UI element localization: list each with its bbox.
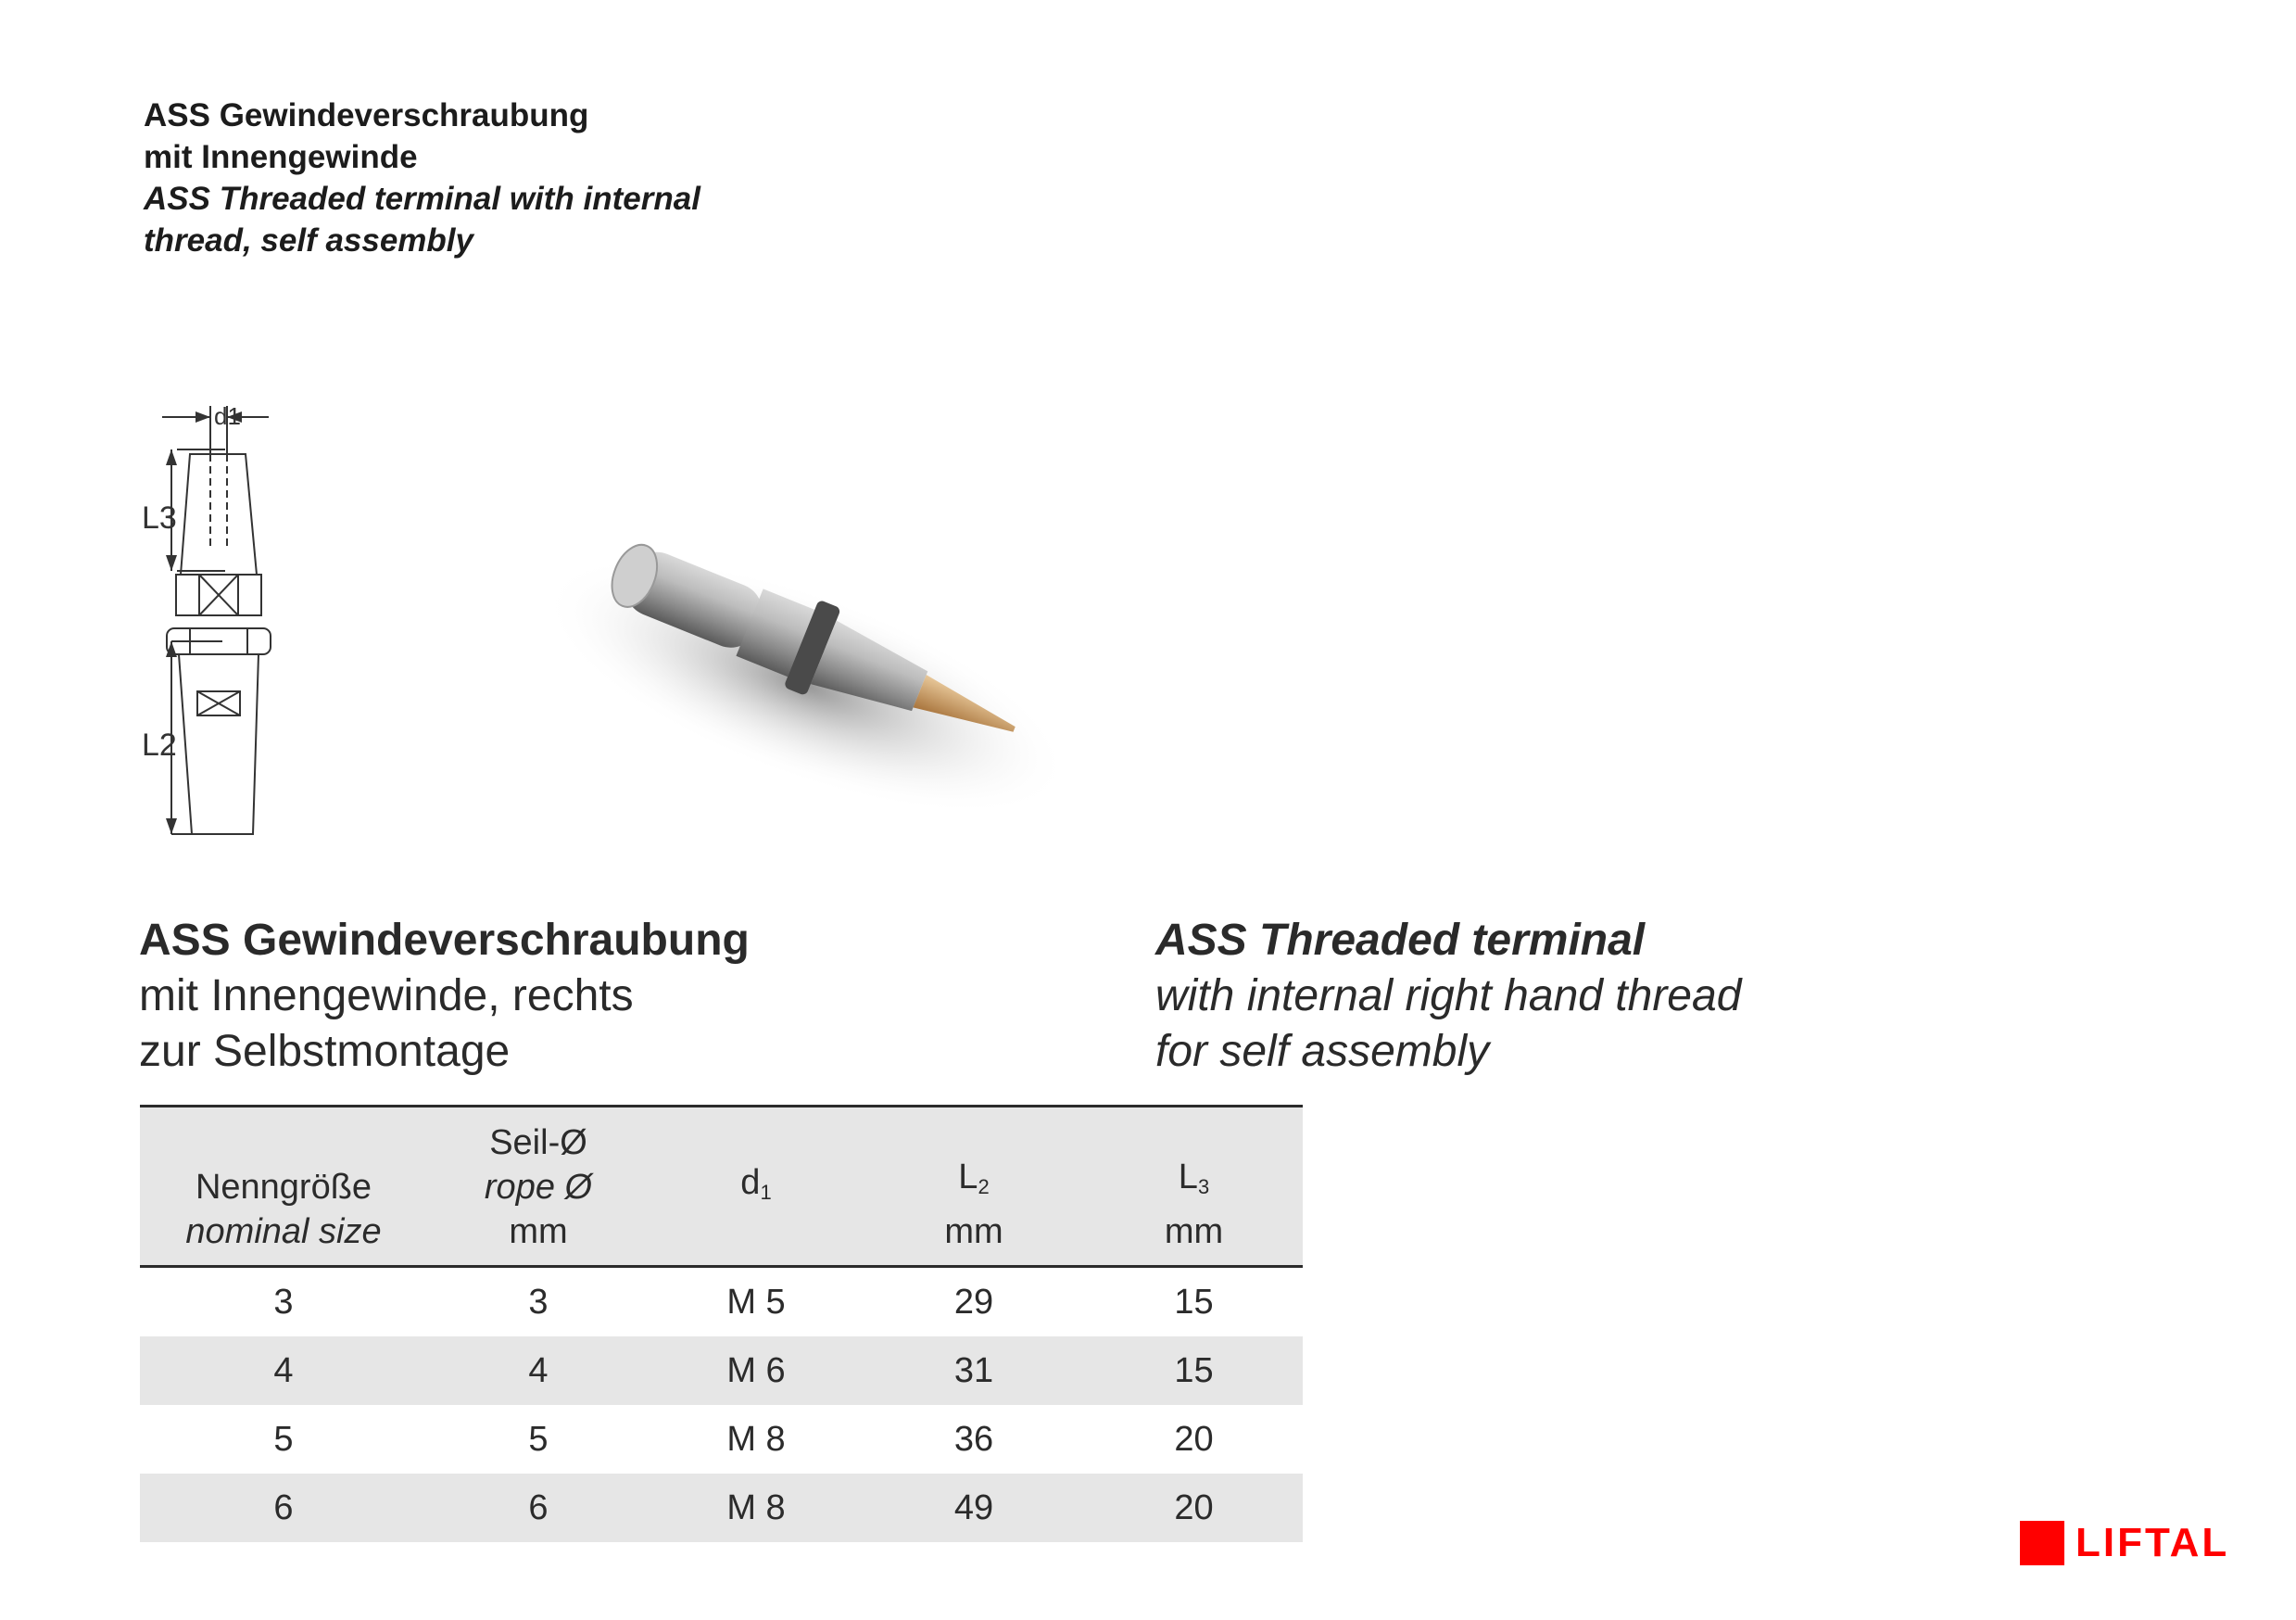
heading-german-line-2: mit Innengewinde, rechts <box>139 971 634 1020</box>
caption-line-4: thread, self assembly <box>144 222 473 259</box>
header-l2-sub: 2 <box>978 1175 990 1198</box>
cell-rope: 3 <box>528 1282 549 1322</box>
header-l3-sub: 3 <box>1197 1175 1210 1198</box>
cell-l2: 29 <box>953 1282 994 1322</box>
l2-label: L2 <box>142 728 177 763</box>
header-l2 <box>863 1107 1085 1267</box>
cell-d1: M 6 <box>726 1350 786 1390</box>
header-l2-main: L <box>958 1158 978 1196</box>
spec-table <box>140 1105 1303 1542</box>
liftal-logo <box>2020 1520 2229 1566</box>
heading-german-title: ASS Gewindeverschraubung <box>139 916 750 965</box>
product-caption <box>144 95 700 261</box>
logo-text: LIFTAL <box>2075 1520 2230 1565</box>
header-l3-unit: mm <box>1164 1212 1224 1251</box>
table-header-row <box>140 1107 1303 1267</box>
header-d1-sub: 1 <box>760 1180 772 1204</box>
d1-label: d1 <box>214 402 241 430</box>
product-photo <box>528 510 1130 862</box>
table-row <box>140 1336 1303 1405</box>
cell-nominal: 6 <box>273 1487 294 1527</box>
heading-english-title: ASS Threaded terminal <box>1155 916 1646 965</box>
header-l3 <box>1085 1107 1303 1267</box>
cell-d1: M 8 <box>726 1419 786 1459</box>
logo-square-icon <box>2020 1521 2064 1565</box>
caption-line-2: mit Innengewinde <box>144 139 418 175</box>
header-d1-main: d <box>740 1162 761 1202</box>
caption-line-3: ASS Threaded terminal with internal <box>144 181 700 217</box>
cell-l2: 49 <box>953 1487 994 1527</box>
cell-l3: 15 <box>1174 1282 1214 1322</box>
heading-german <box>139 913 750 1080</box>
header-rope-en: rope Ø <box>484 1168 593 1207</box>
table-row <box>140 1405 1303 1474</box>
cell-l3: 20 <box>1174 1419 1214 1459</box>
cell-rope: 4 <box>528 1350 549 1390</box>
heading-english-line-2: with internal right hand thread <box>1155 971 1742 1020</box>
table-row <box>140 1267 1303 1337</box>
heading-english-line-3: for self assembly <box>1155 1027 1490 1076</box>
table-row <box>140 1474 1303 1542</box>
cell-d1: M 5 <box>726 1282 786 1322</box>
header-rope-diameter <box>427 1107 650 1267</box>
cell-l2: 31 <box>953 1350 994 1390</box>
technical-drawing <box>134 399 385 862</box>
cell-nominal: 3 <box>273 1282 294 1322</box>
cell-d1: M 8 <box>726 1487 786 1527</box>
cell-rope: 5 <box>528 1419 549 1459</box>
heading-english <box>1155 913 1741 1080</box>
header-d1 <box>650 1107 863 1267</box>
header-l2-unit: mm <box>944 1212 1003 1251</box>
l3-label: L3 <box>142 500 177 536</box>
cell-nominal: 5 <box>273 1419 294 1459</box>
header-nominal-de: Nenngröße <box>195 1168 372 1207</box>
cell-l3: 20 <box>1174 1487 1214 1527</box>
header-nominal-size <box>140 1107 427 1267</box>
heading-german-line-3: zur Selbstmontage <box>139 1027 511 1076</box>
cell-l2: 36 <box>953 1419 994 1459</box>
header-nominal-en: nominal size <box>185 1212 382 1251</box>
header-rope-de: Seil-Ø <box>489 1123 587 1162</box>
header-l3-main: L <box>1178 1158 1198 1196</box>
caption-line-1: ASS Gewindeverschraubung <box>144 97 589 133</box>
cell-l3: 15 <box>1174 1350 1214 1390</box>
cell-rope: 6 <box>528 1487 549 1527</box>
header-rope-unit: mm <box>509 1212 568 1251</box>
cell-nominal: 4 <box>273 1350 294 1390</box>
